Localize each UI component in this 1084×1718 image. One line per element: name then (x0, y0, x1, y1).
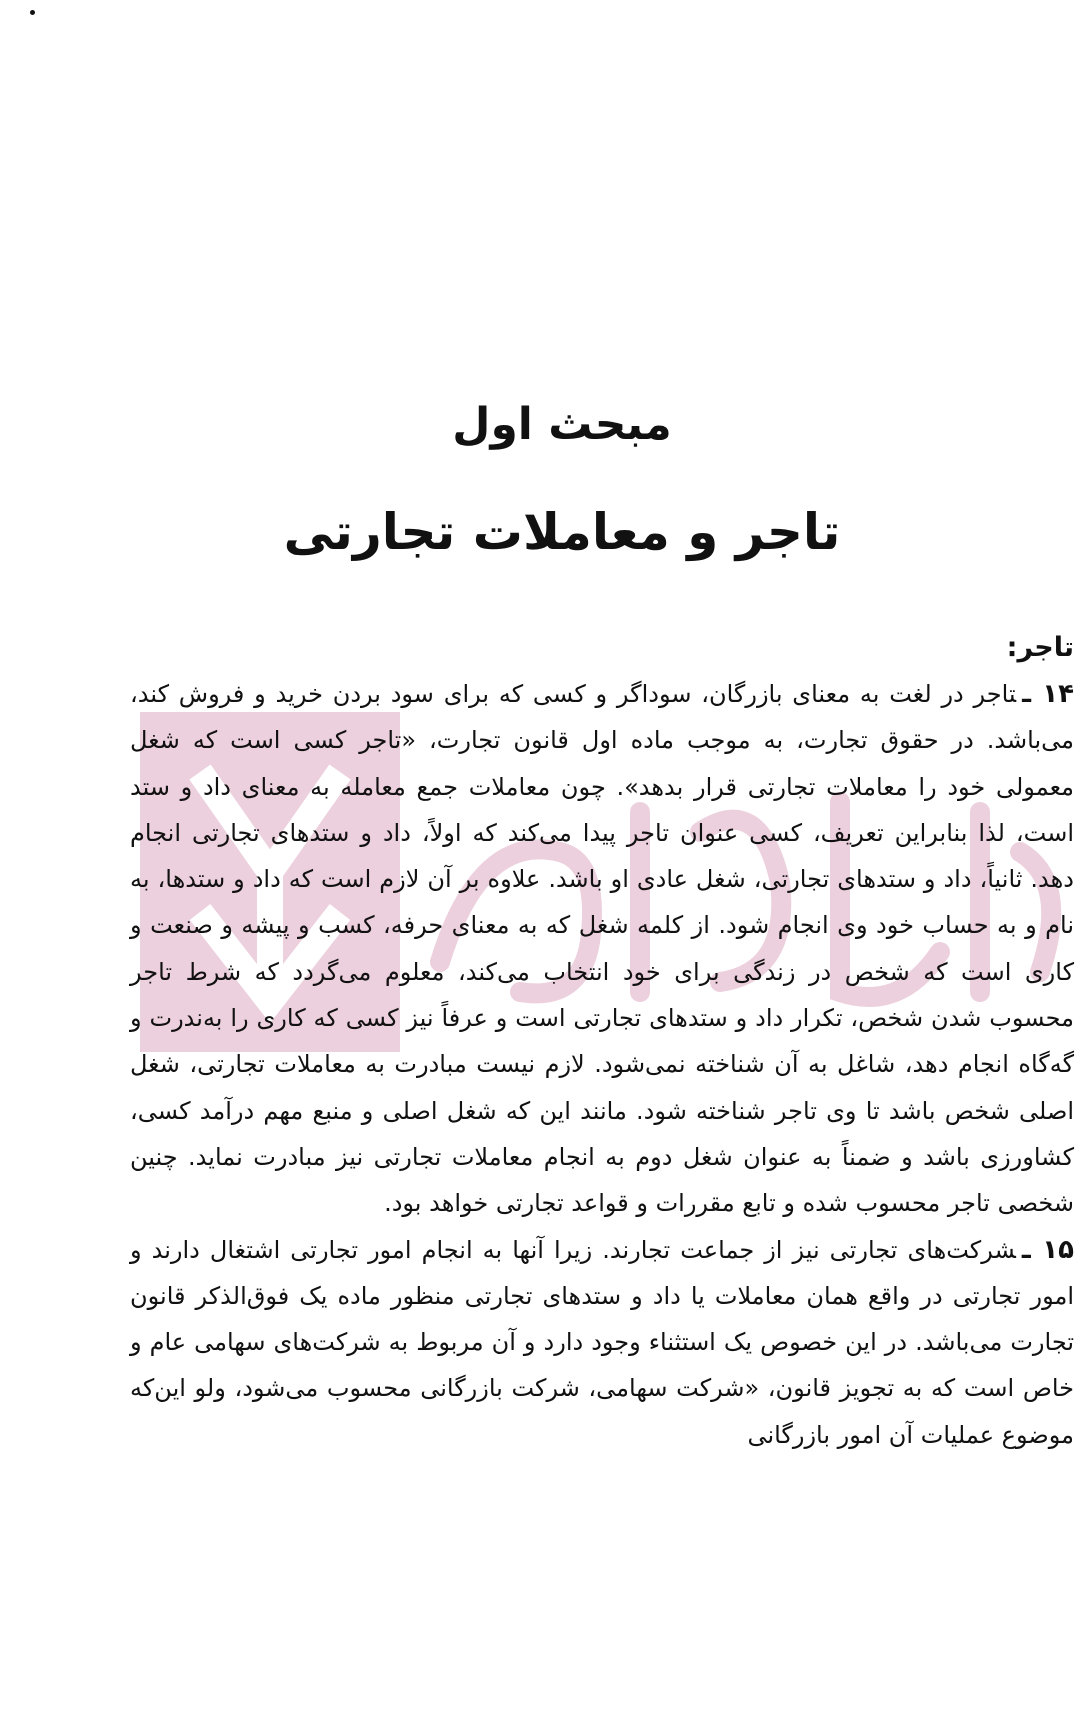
chapter-title: تاجر و معاملات تجارتی (283, 503, 841, 561)
scan-speck (30, 10, 35, 15)
paragraph-text: شرکت‌های تجارتی نیز از جماعت تجارند. زیرا آنها به انجام امور تجارتی اشتغال دارند و امور تجارتی در واقع همان معاملات یا داد و ستدهای تجارتی منظور ماده یک فوق‌الذکر قانون تجارت می‌باشد. در این خصوص یک استثناء وجود دارد و آن مربوط به شرکت‌های سهامی عام و خاص است که به تجویز قانون، «شرکت سهامی، شرکت بازرگانی محسوب می‌شود، ولو این‌که موضوع عملیات آن امور بازرگانی (130, 1235, 1074, 1449)
paragraph-15 (130, 1227, 1074, 1458)
chapter-label: مبحث اول (452, 399, 672, 450)
chapter-heading-block (0, 395, 1084, 567)
paragraph-text: تاجر در لغت به معنای بازرگان، سوداگر و کسی که برای سود بردن خرید و فروش کند، می‌باشد. در حقوق تجارت، به موجب ماده اول قانون تجارت، «تاجر کسی است که شغل معمولی خود را معاملات تجارتی قرار بدهد». چون معاملات جمع معامله به معنای داد و ستد است، لذا بنابراین تعریف، کسی عنوان تاجر پیدا می‌کند که اولاً، داد و ستدهای تجارتی انجام دهد. ثانیاً، داد و ستدهای تجارتی، شغل عادی او باشد. علاوه بر آن لازم است که داد و ستدها، به نام و به حساب خود وی انجام شود. از کلمه شغل که به معنای حرفه، کسب و پیشه و صنعت و کاری است که شخص در زندگی برای خود انتخاب می‌کند، معلوم می‌گردد که شرط تاجر محسوب شدن شخص، تکرار داد و ستدهای تجارتی است و عرفاً نیز کسی که کاری را به‌ندرت و گه‌گاه انجام دهد، شاغل به آن شناخته نمی‌شود. لازم نیست مبادرت به معاملات تجارتی، شغل اصلی شخص باشد تا وی تاجر شناخته شود. مانند این که شغل اصلی و منبع مهم درآمد کسی، کشاورزی باشد و ضمناً به عنوان شغل دوم به انجام معاملات تجارتی نیز مبادرت نماید. چنین شخصی تاجر محسوب شده و تابع مقررات و قواعد تجارتی خواهد بود. (130, 680, 1074, 1218)
paragraph-number: ۱۴ ـ (1022, 679, 1074, 709)
body-text (130, 625, 1074, 1458)
section-label: تاجر: (1006, 632, 1074, 663)
paragraph-number: ۱۵ ـ (1021, 1234, 1074, 1265)
paragraph-14 (130, 671, 1074, 1227)
